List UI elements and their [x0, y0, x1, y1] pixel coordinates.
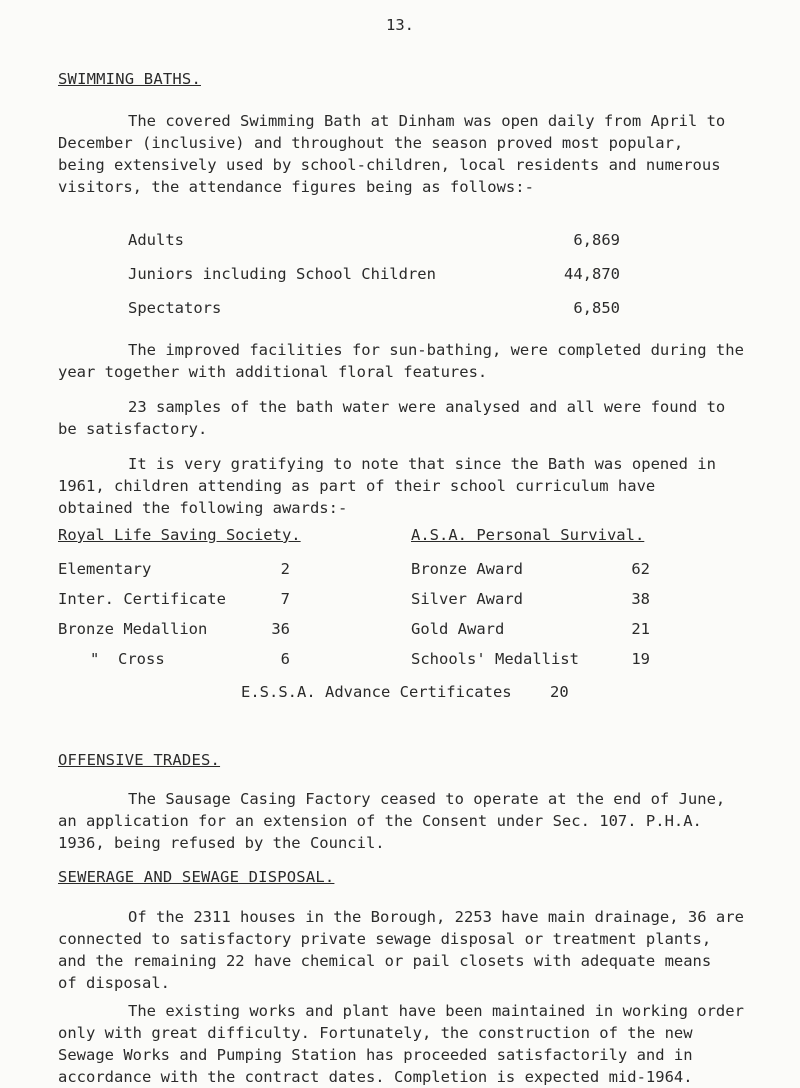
award-value: 7 — [280, 590, 290, 608]
text-line: obtained the following awards:- — [58, 499, 348, 517]
award-label: Bronze Award — [411, 560, 523, 578]
text-line: and the remaining 22 have chemical or pail closets with adequate means — [58, 952, 712, 970]
text-line: accordance with the contract dates. Completion is expected mid-1964. — [58, 1068, 693, 1086]
text-line: The covered Swimming Bath at Dinham was open daily from April to — [128, 112, 726, 130]
text-line: being extensively used by school-children, local residents and numerous — [58, 156, 721, 174]
award-label: Elementary — [58, 560, 152, 578]
awards-intro-paragraph — [58, 453, 758, 519]
rls-title: Royal Life Saving Society. — [58, 526, 301, 544]
text-line: year together with additional floral features. — [58, 363, 488, 381]
attendance-value: 6,869 — [573, 231, 620, 249]
text-line: be satisfactory. — [58, 420, 208, 438]
text-line: It is very gratifying to note that since the Bath was opened in — [128, 455, 716, 473]
attendance-value: 44,870 — [564, 265, 620, 283]
offensive-trades-heading: OFFENSIVE TRADES. — [58, 751, 221, 769]
essa-label: E.S.S.A. Advance Certificates — [241, 683, 512, 701]
text-line: visitors, the attendance figures being as follows:- — [58, 178, 534, 196]
text-line: connected to satisfactory private sewage disposal or treatment plants, — [58, 930, 712, 948]
sewerage-paragraph-1 — [58, 906, 758, 994]
award-label: " Cross — [90, 650, 165, 668]
attendance-label: Juniors including School Children — [128, 265, 436, 283]
text-line: December (inclusive) and throughout the season proved most popular, — [58, 134, 684, 152]
essa-value: 20 — [550, 683, 569, 701]
award-label: Gold Award — [411, 620, 505, 638]
offensive-trades-paragraph — [58, 788, 758, 854]
sewerage-paragraph-2 — [58, 1000, 758, 1088]
sewerage-heading: SEWERAGE AND SEWAGE DISPOSAL. — [58, 868, 335, 886]
asa-title: A.S.A. Personal Survival. — [411, 526, 645, 544]
award-value: 2 — [280, 560, 290, 578]
text-line: 1961, children attending as part of their school curriculum have — [58, 477, 656, 495]
award-label: Bronze Medallion — [58, 620, 208, 638]
attendance-value: 6,850 — [573, 299, 620, 317]
text-line: only with great difficulty. Fortunately, the construction of the new — [58, 1024, 693, 1042]
award-label: Inter. Certificate — [58, 590, 226, 608]
swimming-intro-paragraph — [58, 110, 758, 198]
text-line: an application for an extension of the Consent under Sec. 107. P.H.A. — [58, 812, 702, 830]
award-label: Schools' Medallist — [411, 650, 579, 668]
text-line: The existing works and plant have been maintained in working order — [128, 1002, 744, 1020]
text-line: The improved facilities for sun-bathing, were completed during the — [128, 341, 744, 359]
attendance-label: Spectators — [128, 299, 222, 317]
award-label: Silver Award — [411, 590, 523, 608]
award-value: 21 — [631, 620, 650, 638]
award-value: 6 — [280, 650, 290, 668]
facilities-paragraph — [58, 339, 758, 383]
award-value: 38 — [631, 590, 650, 608]
award-value: 19 — [631, 650, 650, 668]
award-value: 36 — [271, 620, 290, 638]
text-line: 1936, being refused by the Council. — [58, 834, 385, 852]
text-line: Of the 2311 houses in the Borough, 2253 have main drainage, 36 are — [128, 908, 744, 926]
text-line: of disposal. — [58, 974, 170, 992]
text-line: The Sausage Casing Factory ceased to operate at the end of June, — [128, 790, 726, 808]
page-number: 13. — [386, 16, 414, 34]
text-line: 23 samples of the bath water were analysed and all were found to — [128, 398, 726, 416]
attendance-label: Adults — [128, 231, 184, 249]
swimming-baths-heading: SWIMMING BATHS. — [58, 70, 201, 88]
text-line: Sewage Works and Pumping Station has proceeded satisfactorily and in — [58, 1046, 693, 1064]
samples-paragraph — [58, 396, 758, 440]
award-value: 62 — [631, 560, 650, 578]
